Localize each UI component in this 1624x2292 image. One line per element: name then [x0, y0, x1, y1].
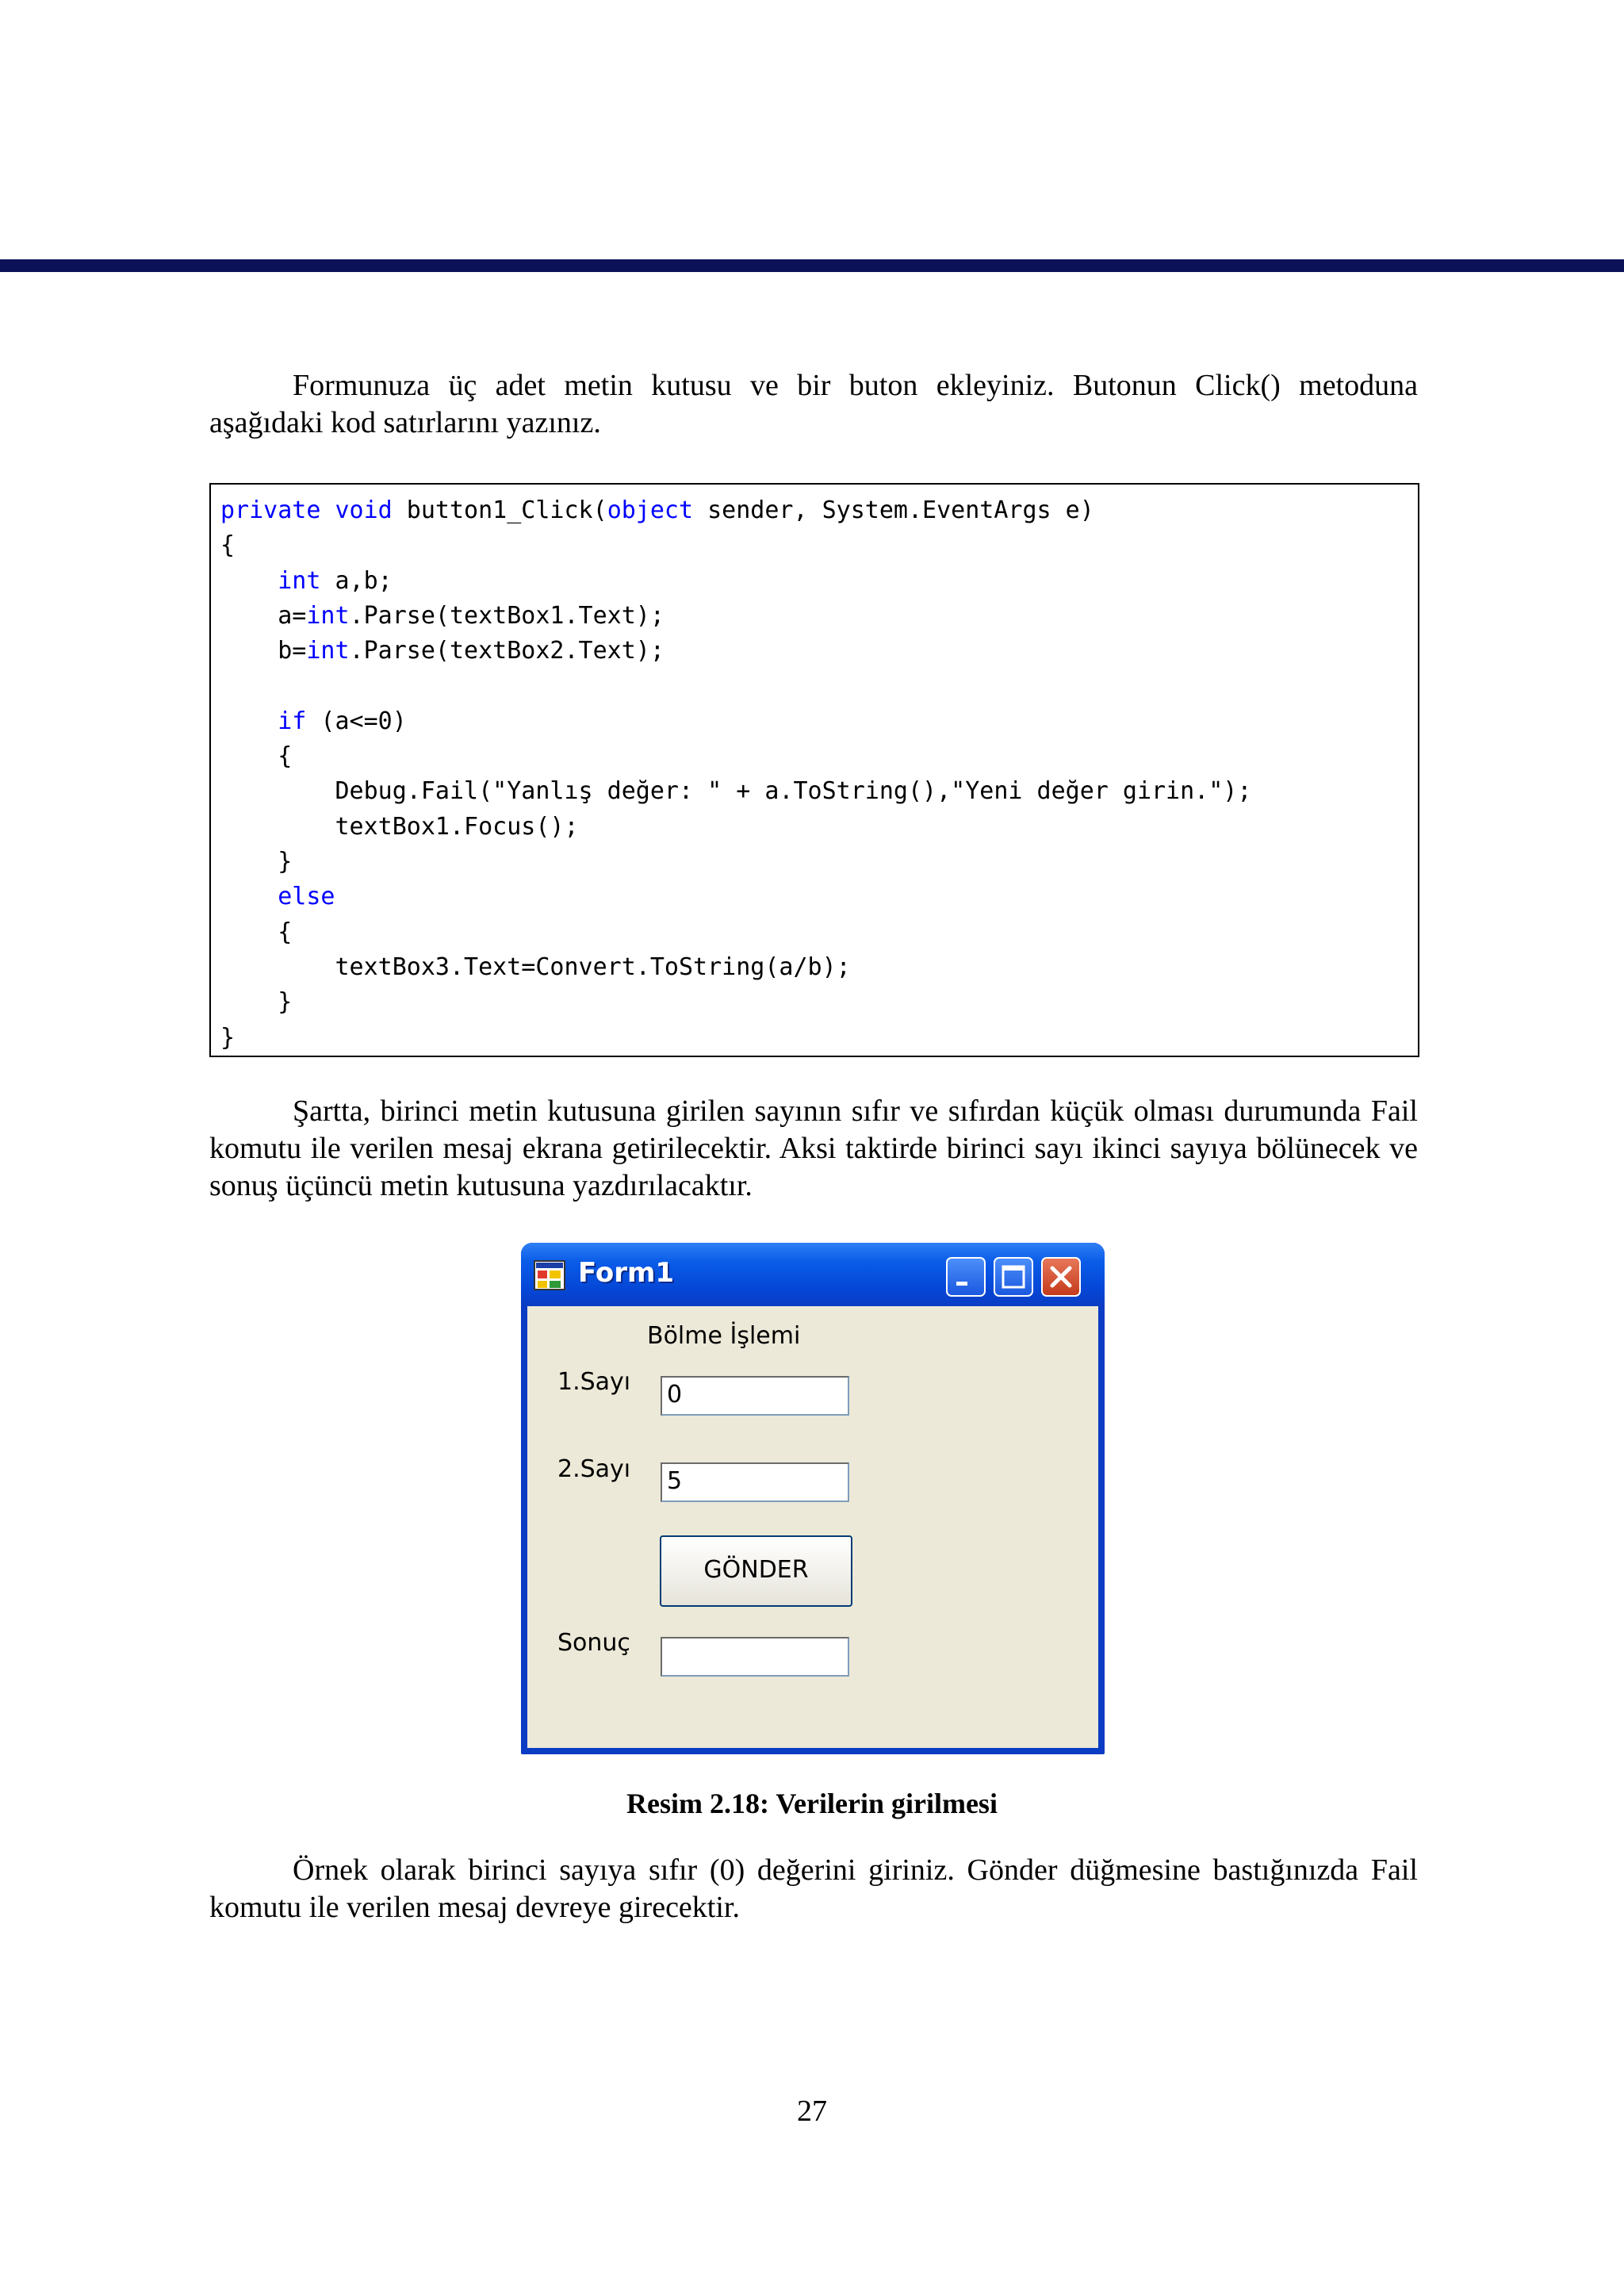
- code-text: {: [220, 531, 236, 560]
- code-line: [220, 1021, 235, 1056]
- window-title: Form1: [578, 1257, 675, 1289]
- code-line: [220, 634, 665, 669]
- window-titlebar[interactable]: [521, 1243, 1105, 1306]
- code-keyword: int: [306, 601, 350, 630]
- code-text: Debug.Fail("Yanlış değer: " + a.ToString(),"Yeni değer girin.");: [220, 777, 1252, 806]
- minimize-icon: [948, 1259, 984, 1295]
- send-button[interactable]: GÖNDER: [660, 1535, 852, 1607]
- code-text: a=: [220, 601, 307, 630]
- code-line: [220, 493, 1094, 528]
- number2-textbox[interactable]: 5: [661, 1462, 849, 1502]
- code-text: (a<=0): [306, 707, 407, 735]
- code-keyword: int: [306, 637, 350, 665]
- code-text: }: [220, 1023, 236, 1052]
- code-line: [220, 985, 292, 1020]
- result-label: Sonuç: [557, 1629, 630, 1657]
- code-line: [220, 774, 1251, 809]
- code-line: [220, 950, 851, 985]
- condition-paragraph: Şartta, birinci metin kutusuna girilen sayının sıfır ve sıfırdan küçük olması durumunda Fail komutu ile verilen mesaj ekrana getirilecektir. Aksi taktirde birinci sayı ikinci sayıya bölünecek ve sonuş üçüncü metin kutusuna yazdırılacaktır.: [209, 1094, 1418, 1202]
- code-text: button1_Click(: [392, 496, 607, 524]
- code-keyword: int: [278, 566, 321, 595]
- code-text: {: [220, 918, 293, 946]
- code-line: [220, 599, 665, 634]
- code-line: [220, 704, 407, 739]
- header-rule: [0, 259, 1624, 272]
- code-text: textBox3.Text=Convert.ToString(a/b);: [220, 952, 851, 981]
- minimize-button[interactable]: [946, 1257, 986, 1297]
- code-keyword: if: [278, 707, 307, 735]
- code-line: [220, 845, 292, 880]
- code-text: .Parse(textBox2.Text);: [349, 637, 665, 665]
- code-line: [220, 915, 292, 950]
- close-icon: [1043, 1259, 1079, 1295]
- form-client-area: [527, 1306, 1098, 1748]
- code-keyword: else: [278, 883, 335, 911]
- code-line: [220, 739, 292, 774]
- code-text: }: [220, 848, 293, 876]
- maximize-button[interactable]: [994, 1257, 1033, 1297]
- intro-paragraph: Formunuza üç adet metin kutusu ve bir buton ekleyiniz. Butonun Click() metoduna aşağıdaki kod satırlarını yazınız.: [209, 369, 1418, 439]
- number1-textbox[interactable]: 0: [661, 1376, 849, 1416]
- code-text: [220, 567, 278, 595]
- number2-label: 2.Sayı: [557, 1455, 631, 1483]
- code-text: }: [220, 988, 293, 1017]
- code-text: sender, System.EventArgs e): [693, 496, 1094, 524]
- page-number: 27: [797, 2095, 827, 2128]
- code-block: [209, 483, 1419, 1057]
- close-button[interactable]: [1041, 1257, 1081, 1297]
- code-line: [220, 564, 393, 599]
- maximize-icon: [995, 1259, 1032, 1295]
- code-keyword: private void: [220, 496, 393, 524]
- heading-label: Bölme İşlemi: [647, 1322, 801, 1350]
- code-line: [220, 528, 235, 563]
- code-text: a,b;: [320, 566, 393, 595]
- example-paragraph: Örnek olarak birinci sayıya sıfır (0) değerini giriniz. Gönder düğmesine bastığınızda Fail komutu ile verilen mesaj devreye girecektir.: [209, 1853, 1418, 1924]
- form1-window: [521, 1243, 1105, 1754]
- code-text: {: [220, 742, 293, 771]
- number1-label: 1.Sayı: [557, 1368, 631, 1396]
- result-textbox[interactable]: [661, 1637, 849, 1677]
- app-form-icon: [534, 1260, 565, 1290]
- code-text: textBox1.Focus();: [220, 812, 579, 841]
- code-line: [220, 880, 335, 914]
- code-text: [220, 707, 278, 735]
- code-line: [220, 810, 579, 845]
- code-text: b=: [220, 637, 307, 665]
- code-keyword: object: [607, 496, 694, 524]
- figure-caption: Resim 2.18: Verilerin girilmesi: [626, 1788, 998, 1819]
- code-text: [220, 883, 278, 910]
- code-text: .Parse(textBox1.Text);: [349, 601, 665, 630]
